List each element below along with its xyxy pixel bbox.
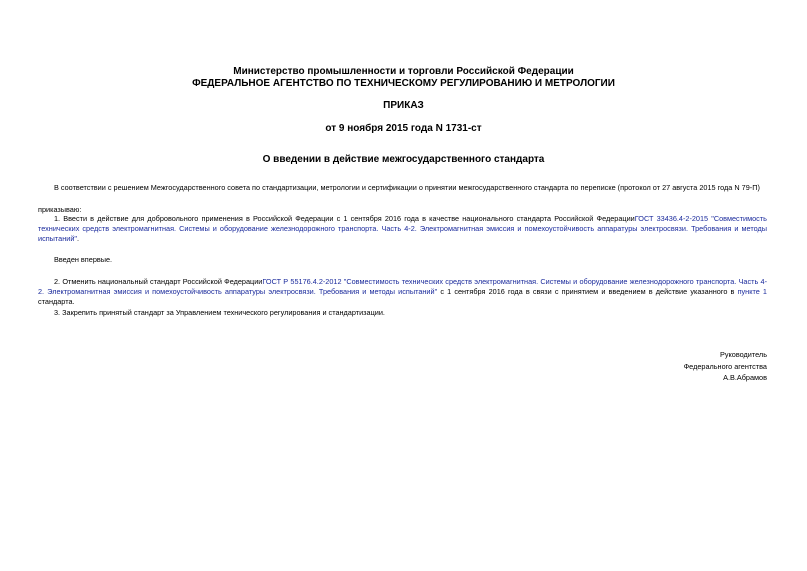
item-1-reference-link[interactable]: пункте 1 [737,287,767,296]
gost-r-55176-link[interactable]: ГОСТ Р 55176.4.2-2012 "Совместимость технических средств электромагнитная. Системы и оборудование железнодорожного транспорта. Часть 4-2. Электромагнитная эмиссия и помехоустойчивость аппаратуры электросвязи. Требования и методы испытаний" [38,277,768,296]
document-title: О введении в действие межгосударственного стандарта [262,154,545,165]
order-date: от 9 ноября 2015 года N 1731-ст [325,123,482,134]
ministry-name: Министерство промышленности и торговли Российской Федерации [233,66,574,77]
item-1-paragraph [38,214,767,244]
document-header [0,66,807,90]
item-2-paragraph [38,277,767,307]
signature-block [684,349,767,384]
item-1-suffix: . [77,234,80,243]
introduced-first-note: Введен впервые. [54,255,113,264]
signature-agency: Федерального агентства [683,361,767,371]
item-3-paragraph: 3. Закрепить принятый стандарт за Управлением технического регулирования и стандартизации. [54,308,385,317]
orders-label: приказываю: [38,205,82,214]
signature-name: А.В.Абрамов [723,373,767,382]
gost-33436-link[interactable]: ГОСТ 33436.4-2-2015 "Совместимость технических средств электромагнитная. Системы и оборудование железнодорожного транспорта. Часть 4-2. Электромагнитная эмиссия и помехоустойчивость аппаратуры электросвязи. Требования и методы испытаний" [38,214,767,243]
item-2-prefix: 2. Отменить национальный стандарт Российской Федерации [54,277,263,286]
intro-paragraph: В соответствии с решением Межгосударственного совета по стандартизации, метрологии и сертификации о принятии межгосударственного стандарта по переписке (протокол от 27 августа 2015 года N 79-П) [54,183,760,192]
item-2-middle: с 1 сентября 2016 года в связи с принятием и введением в действие указанного в [437,287,738,296]
order-title: ПРИКАЗ [383,100,424,111]
item-1-prefix: 1. Ввести в действие для добровольного применения в Российской Федерации с 1 сентября 2016 года в качестве национального стандарта Российской Федерации [54,214,635,223]
signature-position: Руководитель [719,350,767,359]
agency-name: ФЕДЕРАЛЬНОЕ АГЕНТСТВО ПО ТЕХНИЧЕСКОМУ РЕГУЛИРОВАНИЮ И МЕТРОЛОГИИ [192,78,615,89]
item-2-suffix: стандарта. [38,297,75,306]
